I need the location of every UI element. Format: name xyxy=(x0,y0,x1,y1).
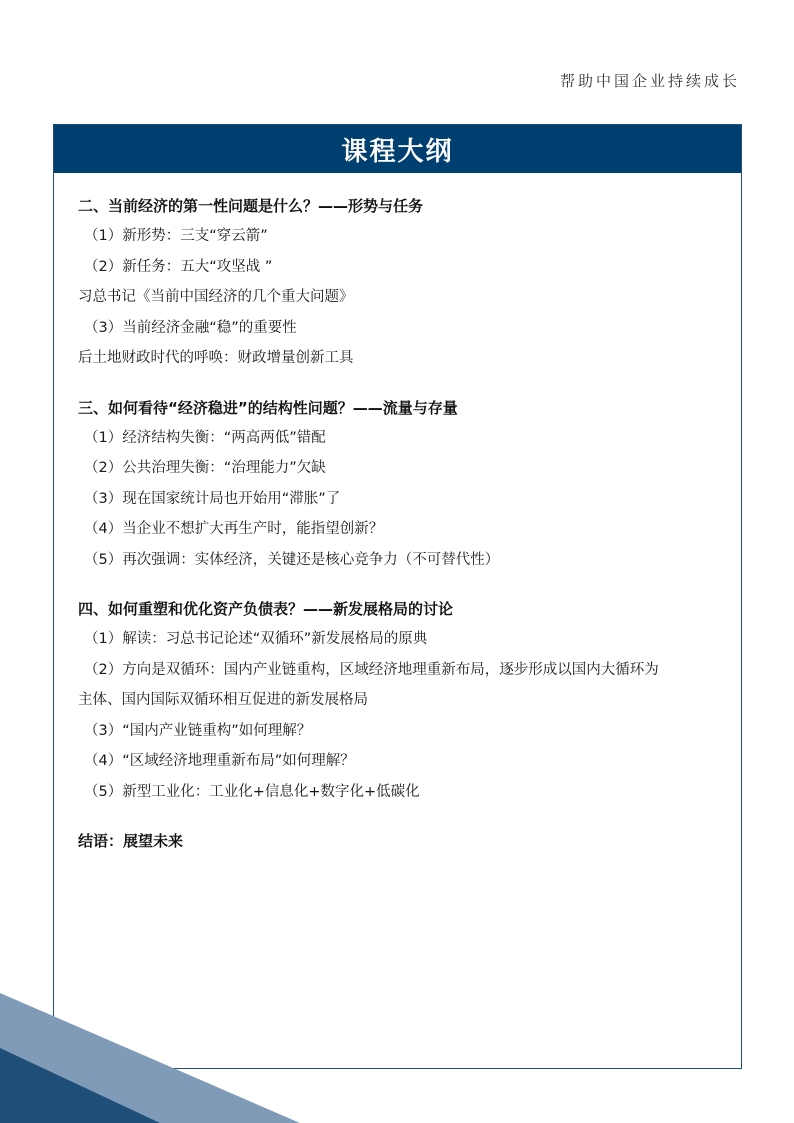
header-tagline: 帮助中国企业持续成长 xyxy=(559,72,740,90)
section-heading: 四、如何重塑和优化资产负债表？——新发展格局的讨论 xyxy=(78,600,454,618)
outline-item: （2）新任务：五大“攻坚战 ” xyxy=(84,258,273,275)
outline-header-bar xyxy=(54,125,741,173)
outline-title: 课程大纲 xyxy=(341,136,454,167)
outline-item: （2）公共治理失衡：“治理能力”欠缺 xyxy=(84,460,326,476)
outline-item: （3）当前经济金融“稳”的重要性 xyxy=(84,319,297,336)
outline-item: （5）新型工业化：工业化+信息化+数字化+低碳化 xyxy=(84,783,420,800)
outline-item: （5）再次强调：实体经济，关键还是核心竞争力（不可替代性） xyxy=(84,551,500,568)
conclusion-heading: 结语：展望未来 xyxy=(78,832,184,850)
section-heading: 二、当前经济的第一性问题是什么？——形势与任务 xyxy=(78,197,424,215)
outline-item: （2）方向是双循环：国内产业链重构，区域经济地理重新布局，逐步形成以国内大循环为 xyxy=(84,661,659,678)
section-4 xyxy=(78,594,717,807)
outline-item: 后土地财政时代的呼唤：财政增量创新工具 xyxy=(78,350,354,366)
outline-item: （3）“国内产业链重构”如何理解？ xyxy=(84,722,312,739)
outline-body xyxy=(54,173,741,856)
outline-item: 习总书记《当前中国经济的几个重大问题》 xyxy=(78,289,354,305)
section-2 xyxy=(78,191,717,374)
outline-item: （4）当企业不想扩大再生产时，能指望创新？ xyxy=(84,521,384,537)
course-outline-panel xyxy=(53,124,742,1069)
outline-item: （1）解读：习总书记论述“双循环”新发展格局的原典 xyxy=(84,631,428,647)
outline-item: （4）“区域经济地理重新布局”如何理解？ xyxy=(84,753,355,769)
outline-item: （1）经济结构失衡：“两高两低”错配 xyxy=(84,429,326,446)
outline-item: （1）新形势：三支“穿云箭” xyxy=(84,228,268,244)
section-heading: 三、如何看待“经济稳进”的结构性问题？——流量与存量 xyxy=(78,398,458,417)
outline-item: （3）现在国家统计局也开始用“滞胀”了 xyxy=(84,490,341,507)
outline-item: 主体、国内国际双循环相互促进的新发展格局 xyxy=(78,692,368,708)
section-3 xyxy=(78,393,717,576)
